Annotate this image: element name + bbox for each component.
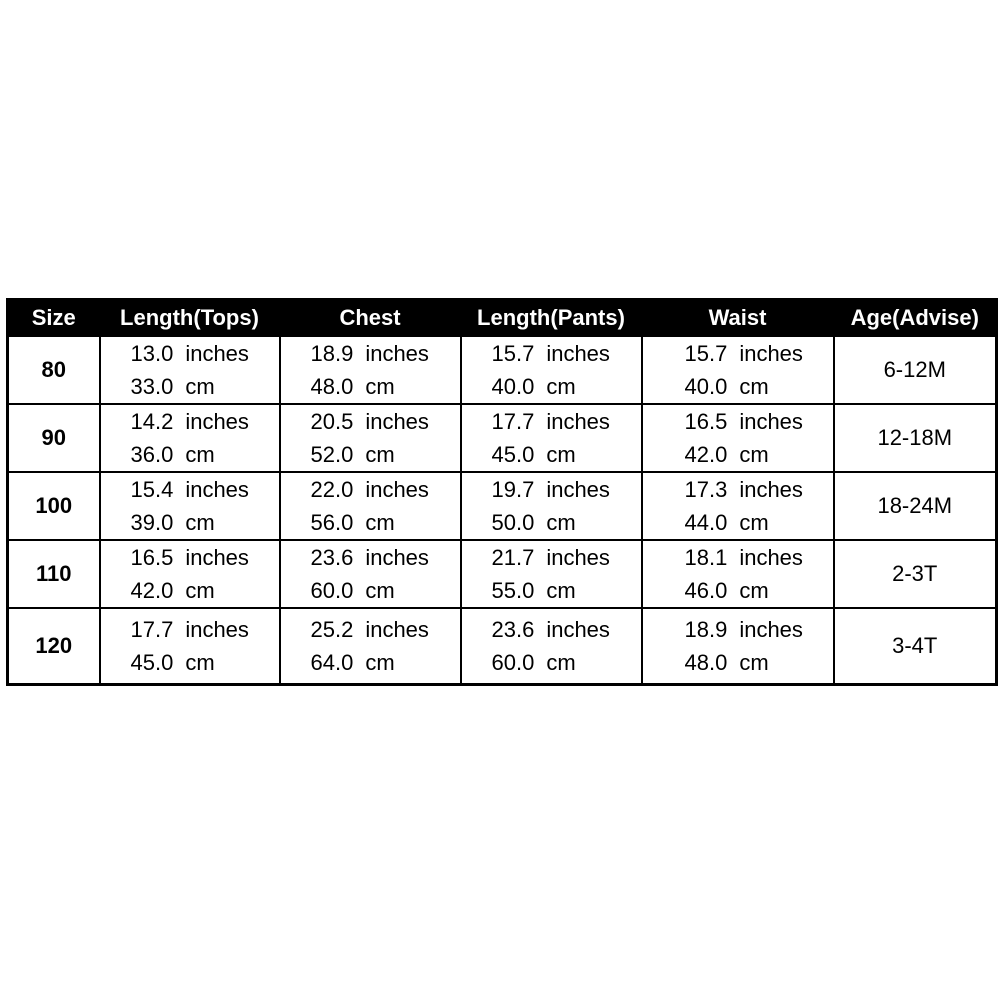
waist-cell [642,404,834,472]
measurement-inches-line [462,541,641,574]
age-cell: 12-18M [834,404,997,472]
measurement-inches-line [462,613,641,646]
measurement-unit: cm [185,649,215,675]
measurement-cm-line [281,370,460,403]
length-tops-cell [100,608,280,685]
measurement-value: 55.0 [491,577,535,603]
length-tops-cell [100,336,280,404]
measurement-unit: inches [365,408,429,434]
header-waist: Waist [642,300,834,336]
measurement-cm-line [462,370,641,403]
measurement-value: 21.7 [491,544,535,570]
measurement-inches-line [643,337,833,370]
measurement-value: 36.0 [130,441,174,467]
measurement-value: 16.5 [130,544,174,570]
measurement-inches-line [101,613,279,646]
measurement-unit: inches [739,476,803,502]
measurement-value: 40.0 [684,373,728,399]
measurement-unit: inches [546,544,610,570]
header-length-tops: Length(Tops) [100,300,280,336]
measurement-value: 48.0 [310,373,354,399]
measurement-unit: cm [365,577,395,603]
measurement-value: 15.7 [491,340,535,366]
length-pants-cell [461,472,642,540]
measurement-unit: cm [739,441,769,467]
measurement-value: 46.0 [684,577,728,603]
measurement-inches-line [643,405,833,438]
measurement-cm-line [281,646,460,679]
chest-cell [280,540,461,608]
measurement-value: 15.7 [684,340,728,366]
measurement-value: 22.0 [310,476,354,502]
measurement-value: 44.0 [684,509,728,535]
measurement-cm-line [643,370,833,403]
table-row [8,540,997,608]
measurement-value: 17.7 [491,408,535,434]
measurement-cm-line [462,438,641,471]
measurement-value: 23.6 [491,616,535,642]
measurement-cm-line [643,438,833,471]
length-tops-cell [100,540,280,608]
length-pants-cell [461,336,642,404]
measurement-value: 42.0 [130,577,174,603]
measurement-cm-line [462,506,641,539]
measurement-unit: inches [739,340,803,366]
measurement-value: 17.7 [130,616,174,642]
measurement-inches-line [643,613,833,646]
measurement-unit: cm [546,509,576,535]
measurement-value: 39.0 [130,509,174,535]
measurement-unit: cm [739,649,769,675]
measurement-unit: cm [546,577,576,603]
measurement-value: 18.1 [684,544,728,570]
measurement-unit: inches [365,544,429,570]
header-chest: Chest [280,300,461,336]
measurement-value: 60.0 [491,649,535,675]
measurement-inches-line [281,541,460,574]
size-cell: 120 [8,608,100,685]
measurement-value: 13.0 [130,340,174,366]
measurement-value: 60.0 [310,577,354,603]
chest-cell [280,336,461,404]
measurement-value: 48.0 [684,649,728,675]
measurement-inches-line [101,541,279,574]
measurement-cm-line [101,646,279,679]
measurement-unit: inches [185,476,249,502]
size-cell: 100 [8,472,100,540]
chest-cell [280,608,461,685]
measurement-inches-line [643,473,833,506]
measurement-inches-line [281,405,460,438]
measurement-inches-line [462,405,641,438]
measurement-inches-line [643,541,833,574]
length-tops-cell [100,472,280,540]
measurement-unit: cm [365,509,395,535]
measurement-cm-line [281,506,460,539]
measurement-value: 23.6 [310,544,354,570]
measurement-inches-line [462,473,641,506]
measurement-unit: cm [365,649,395,675]
measurement-unit: cm [739,577,769,603]
measurement-cm-line [462,646,641,679]
header-row [8,300,997,336]
measurement-inches-line [101,473,279,506]
age-cell: 2-3T [834,540,997,608]
table-row [8,336,997,404]
size-chart-table [6,298,998,686]
measurement-unit: cm [365,373,395,399]
measurement-value: 15.4 [130,476,174,502]
measurement-unit: cm [185,577,215,603]
measurement-unit: inches [739,408,803,434]
measurement-value: 64.0 [310,649,354,675]
measurement-inches-line [101,405,279,438]
measurement-unit: inches [185,544,249,570]
age-cell: 6-12M [834,336,997,404]
size-cell: 90 [8,404,100,472]
measurement-unit: inches [546,476,610,502]
measurement-value: 18.9 [310,340,354,366]
header-length-pants: Length(Pants) [461,300,642,336]
measurement-cm-line [643,574,833,607]
measurement-cm-line [101,506,279,539]
measurement-value: 33.0 [130,373,174,399]
measurement-unit: inches [546,408,610,434]
measurement-unit: inches [185,616,249,642]
size-cell: 80 [8,336,100,404]
table-row [8,608,997,685]
measurement-cm-line [462,574,641,607]
measurement-unit: cm [546,373,576,399]
measurement-unit: inches [365,476,429,502]
measurement-cm-line [101,370,279,403]
measurement-unit: inches [365,616,429,642]
measurement-value: 56.0 [310,509,354,535]
age-cell: 3-4T [834,608,997,685]
measurement-unit: inches [185,408,249,434]
header-size: Size [8,300,100,336]
length-tops-cell [100,404,280,472]
measurement-unit: cm [185,441,215,467]
size-cell: 110 [8,540,100,608]
measurement-inches-line [281,613,460,646]
chest-cell [280,404,461,472]
measurement-unit: cm [185,509,215,535]
measurement-inches-line [281,337,460,370]
length-pants-cell [461,608,642,685]
length-pants-cell [461,540,642,608]
measurement-value: 19.7 [491,476,535,502]
measurement-value: 45.0 [491,441,535,467]
measurement-unit: cm [185,373,215,399]
measurement-value: 50.0 [491,509,535,535]
chest-cell [280,472,461,540]
measurement-inches-line [281,473,460,506]
measurement-value: 18.9 [684,616,728,642]
measurement-unit: inches [546,616,610,642]
table-row [8,472,997,540]
measurement-unit: inches [185,340,249,366]
waist-cell [642,540,834,608]
header-age-advise: Age(Advise) [834,300,997,336]
measurement-unit: cm [739,373,769,399]
table-row [8,404,997,472]
waist-cell [642,608,834,685]
measurement-value: 25.2 [310,616,354,642]
age-cell: 18-24M [834,472,997,540]
measurement-cm-line [101,574,279,607]
measurement-inches-line [462,337,641,370]
measurement-value: 17.3 [684,476,728,502]
measurement-value: 40.0 [491,373,535,399]
measurement-cm-line [281,574,460,607]
waist-cell [642,472,834,540]
measurement-value: 16.5 [684,408,728,434]
measurement-unit: cm [365,441,395,467]
measurement-unit: cm [546,441,576,467]
measurement-unit: inches [546,340,610,366]
measurement-cm-line [643,506,833,539]
waist-cell [642,336,834,404]
measurement-unit: cm [739,509,769,535]
measurement-value: 14.2 [130,408,174,434]
measurement-inches-line [101,337,279,370]
length-pants-cell [461,404,642,472]
measurement-cm-line [643,646,833,679]
measurement-value: 45.0 [130,649,174,675]
measurement-value: 42.0 [684,441,728,467]
measurement-value: 52.0 [310,441,354,467]
measurement-cm-line [101,438,279,471]
measurement-unit: inches [739,544,803,570]
measurement-value: 20.5 [310,408,354,434]
measurement-unit: inches [365,340,429,366]
measurement-unit: cm [546,649,576,675]
measurement-cm-line [281,438,460,471]
measurement-unit: inches [739,616,803,642]
